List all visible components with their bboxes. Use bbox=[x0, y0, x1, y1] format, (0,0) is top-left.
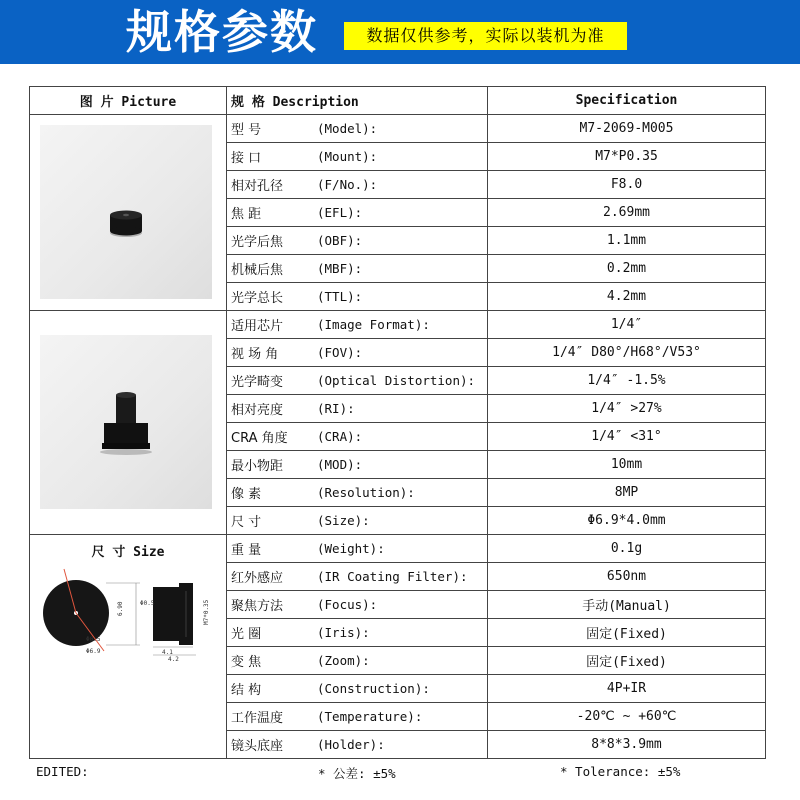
param-cn: 结 构 bbox=[231, 683, 262, 698]
param-en: (IR Coating Filter): bbox=[317, 569, 468, 584]
page-title: 规格参数 bbox=[126, 5, 318, 59]
param-en: (MOD): bbox=[317, 457, 363, 472]
dim-thread-text: M7*0.35 bbox=[203, 599, 210, 625]
table-row bbox=[30, 115, 766, 143]
spec-value: 2.69mm bbox=[488, 199, 766, 227]
param-cn: 变 焦 bbox=[231, 655, 262, 670]
picture-cell-2 bbox=[30, 311, 227, 535]
spec-value: M7*P0.35 bbox=[488, 143, 766, 171]
param-en: (Size): bbox=[317, 513, 370, 528]
lens-photo-top bbox=[40, 125, 212, 299]
dim-small-text: Φ0.5 bbox=[140, 600, 155, 607]
spec-value: 1/4″ bbox=[488, 311, 766, 339]
param-en: (FOV): bbox=[317, 345, 363, 360]
param-cn: 光学后焦 bbox=[231, 235, 284, 250]
param-en: (Resolution): bbox=[317, 485, 415, 500]
param-en: (Weight): bbox=[317, 541, 385, 556]
param-cn: 相对孔径 bbox=[231, 179, 284, 194]
header-row bbox=[30, 87, 766, 115]
spec-value: 固定(Fixed) bbox=[488, 619, 766, 647]
param-cn: 尺 寸 bbox=[231, 515, 262, 530]
spec-table bbox=[29, 86, 766, 759]
disclaimer-note: 数据仅供参考，实际以装机为准 bbox=[344, 22, 627, 50]
spec-value: 650nm bbox=[488, 563, 766, 591]
dimension-drawing bbox=[36, 561, 222, 661]
param-en: (OBF): bbox=[317, 233, 363, 248]
param-en: (Model): bbox=[317, 121, 378, 136]
spec-value: 1/4″ <31° bbox=[488, 423, 766, 451]
param-cn: 焦 距 bbox=[231, 207, 262, 222]
dim-height-text: 6.90 bbox=[117, 601, 124, 616]
table-row bbox=[30, 535, 766, 563]
param-en: (F/No.): bbox=[317, 177, 378, 192]
param-cn: 光学畸变 bbox=[231, 375, 284, 390]
param-en: (Mount): bbox=[317, 149, 378, 164]
header-banner bbox=[0, 0, 800, 64]
spec-value: M7-2069-M005 bbox=[488, 115, 766, 143]
param-cn: 工作温度 bbox=[231, 711, 284, 726]
param-cn: 适用芯片 bbox=[231, 319, 284, 334]
spec-value: 8MP bbox=[488, 479, 766, 507]
param-en: (Holder): bbox=[317, 737, 385, 752]
param-cn: 光 圈 bbox=[231, 627, 262, 642]
table-row bbox=[30, 311, 766, 339]
param-en: (Optical Distortion): bbox=[317, 373, 476, 388]
tolerance-cn: * 公差: ±5% bbox=[318, 766, 396, 781]
spec-value: 4P+IR bbox=[488, 675, 766, 703]
description-header: 规 格 Description bbox=[227, 87, 488, 115]
param-en: (Temperature): bbox=[317, 709, 423, 724]
param-cn: 像 素 bbox=[231, 487, 262, 502]
picture-header: 图 片 Picture bbox=[30, 87, 227, 115]
spec-value: 1.1mm bbox=[488, 227, 766, 255]
param-en: (CRA): bbox=[317, 429, 363, 444]
spec-value: 1/4″ >27% bbox=[488, 395, 766, 423]
param-cn: 相对亮度 bbox=[231, 403, 284, 418]
param-cn: 最小物距 bbox=[231, 459, 284, 474]
size-label: 尺 寸 Size bbox=[91, 545, 165, 560]
param-cn: 红外感应 bbox=[231, 571, 284, 586]
param-cn: 聚焦方法 bbox=[231, 599, 284, 614]
spec-value: 4.2mm bbox=[488, 283, 766, 311]
param-en: (Construction): bbox=[317, 681, 430, 696]
param-cn: CRA 角度 bbox=[231, 431, 288, 446]
param-en: (TTL): bbox=[317, 289, 363, 304]
param-cn: 视 场 角 bbox=[231, 347, 279, 362]
tolerance-en: * Tolerance: ±5% bbox=[560, 764, 681, 779]
param-en: (EFL): bbox=[317, 205, 363, 220]
spec-value: 固定(Fixed) bbox=[488, 647, 766, 675]
dim-len2-text: 4.2 bbox=[168, 656, 179, 661]
param-en: (MBF): bbox=[317, 261, 363, 276]
spec-value: -20℃ ~ +60℃ bbox=[488, 703, 766, 731]
param-en: (Iris): bbox=[317, 625, 370, 640]
param-cn: 机械后焦 bbox=[231, 263, 284, 278]
param-en: (Image Format): bbox=[317, 317, 430, 332]
spec-value: 0.2mm bbox=[488, 255, 766, 283]
specification-header: Specification bbox=[488, 87, 766, 115]
spec-value: 8*8*3.9mm bbox=[488, 731, 766, 759]
param-cn: 光学总长 bbox=[231, 291, 284, 306]
param-cn: 重 量 bbox=[231, 543, 262, 558]
dim-dia-text: Φ6.9 bbox=[86, 648, 101, 655]
dim-len1-text: 4.1 bbox=[162, 649, 173, 656]
spec-value: 0.1g bbox=[488, 535, 766, 563]
param-cn: 型 号 bbox=[231, 123, 262, 138]
spec-value: 10mm bbox=[488, 451, 766, 479]
dim-hole-text: Φ0.5 bbox=[86, 636, 101, 643]
spec-value: 1/4″ D80°/H68°/V53° bbox=[488, 339, 766, 367]
spec-value: Φ6.9*4.0mm bbox=[488, 507, 766, 535]
spec-value: F8.0 bbox=[488, 171, 766, 199]
spec-value: 手动(Manual) bbox=[488, 591, 766, 619]
picture-cell-1 bbox=[30, 115, 227, 311]
size-cell bbox=[30, 535, 227, 759]
lens-photo-side bbox=[40, 335, 212, 509]
spec-value: 1/4″ -1.5% bbox=[488, 367, 766, 395]
param-en: (RI): bbox=[317, 401, 355, 416]
param-cn: 镜头底座 bbox=[231, 739, 284, 754]
param-cn: 接 口 bbox=[231, 151, 262, 166]
param-en: (Zoom): bbox=[317, 653, 370, 668]
edited-label: EDITED: bbox=[36, 764, 89, 779]
param-en: (Focus): bbox=[317, 597, 378, 612]
